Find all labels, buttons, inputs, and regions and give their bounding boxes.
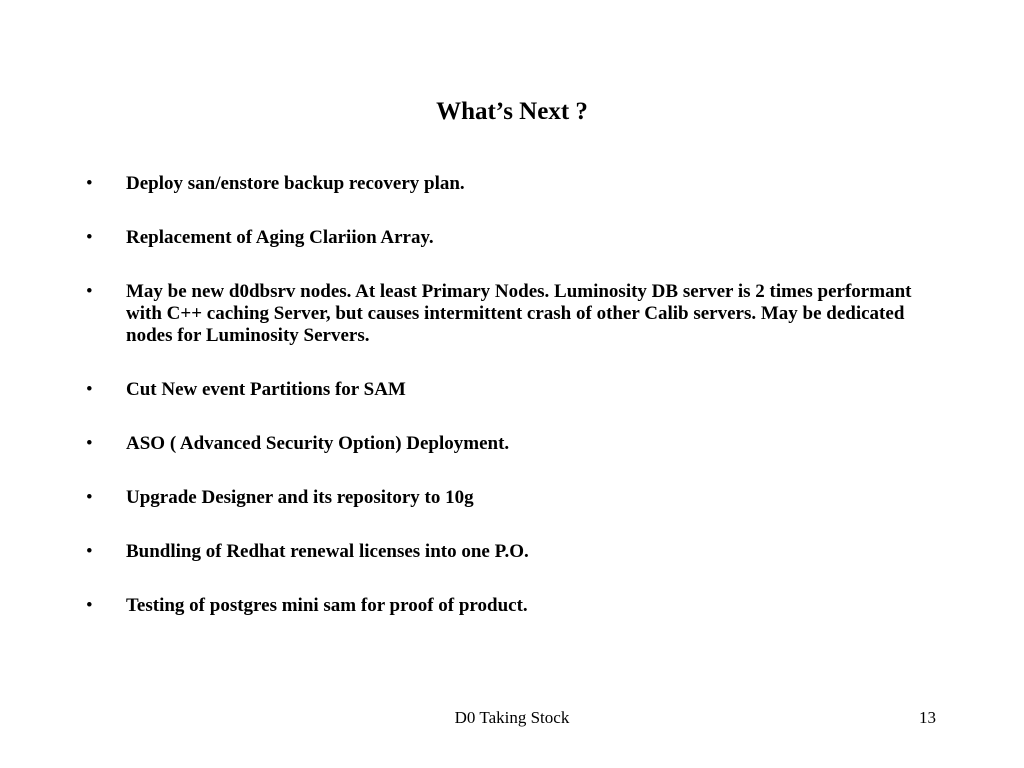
- bullet-text: May be new d0dbsrv nodes. At least Primary Nodes. Luminosity DB server is 2 times performant with C++ caching Server, but causes intermittent crash of other Calib servers. May be dedicated nodes for Luminosity Servers.: [126, 281, 912, 346]
- bullet-text: Cut New event Partitions for SAM: [126, 379, 406, 400]
- bullet-item: [86, 379, 946, 401]
- bullet-text: Testing of postgres mini sam for proof of product.: [126, 595, 528, 616]
- bullet-icon: •: [86, 541, 93, 562]
- bullet-icon: •: [86, 227, 93, 248]
- bullet-icon: •: [86, 281, 93, 302]
- bullet-text: ASO ( Advanced Security Option) Deployment.: [126, 433, 510, 454]
- bullet-text: Bundling of Redhat renewal licenses into one P.O.: [126, 541, 529, 562]
- bullet-item: [86, 595, 946, 617]
- bullet-list: [86, 173, 946, 649]
- bullet-text: Upgrade Designer and its repository to 10g: [126, 487, 474, 508]
- bullet-item: [86, 433, 946, 455]
- bullet-item: [86, 227, 946, 249]
- bullet-item: [86, 541, 946, 563]
- page-number: 13: [919, 708, 936, 727]
- bullet-item: [86, 281, 946, 347]
- bullet-icon: •: [86, 433, 93, 454]
- bullet-item: [86, 173, 946, 195]
- bullet-icon: •: [86, 379, 93, 400]
- bullet-icon: •: [86, 487, 93, 508]
- bullet-icon: •: [86, 595, 93, 616]
- bullet-text: Replacement of Aging Clariion Array.: [126, 227, 434, 248]
- bullet-text: Deploy san/enstore backup recovery plan.: [126, 173, 465, 194]
- slide-title: What’s Next ?: [436, 98, 588, 125]
- footer-title: D0 Taking Stock: [454, 708, 570, 727]
- bullet-icon: •: [86, 173, 93, 194]
- bullet-item: [86, 487, 946, 509]
